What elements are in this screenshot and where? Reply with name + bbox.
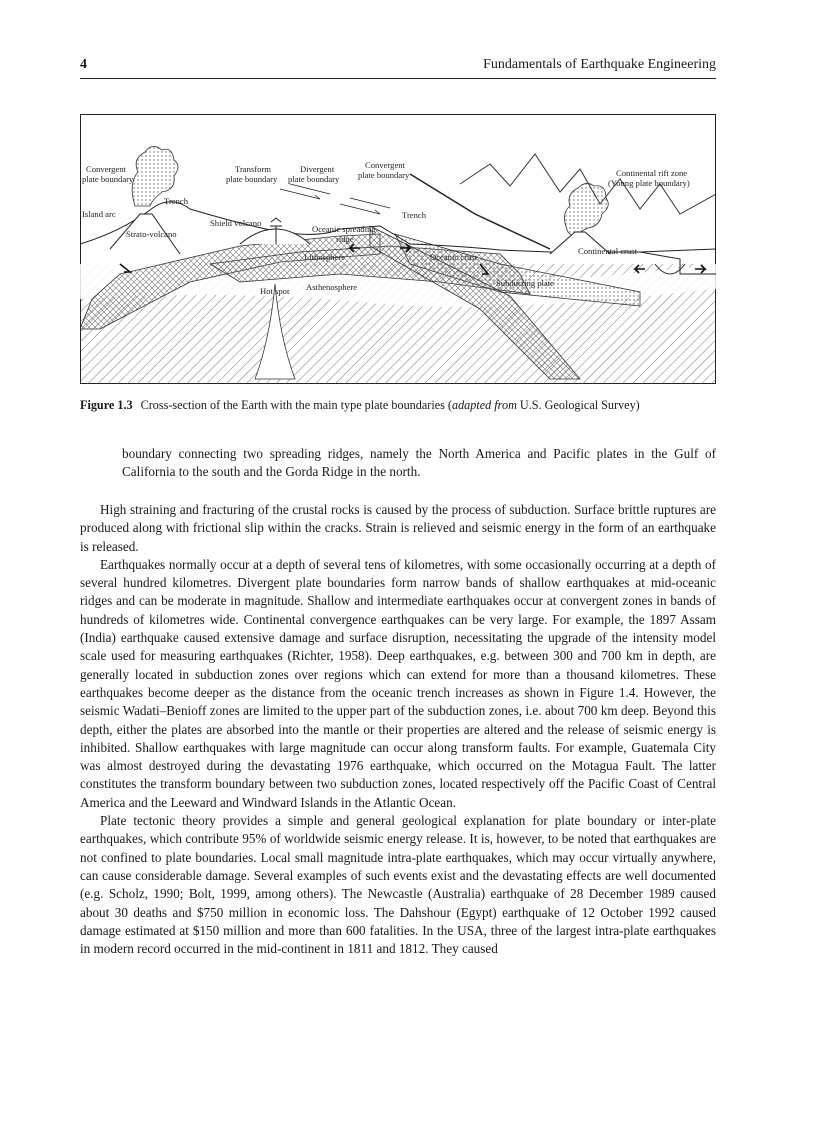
label-ridge-1: Oceanic spreading [312, 224, 376, 234]
label-divergent-2: plate boundary [288, 174, 340, 184]
paragraph-2: Earthquakes normally occur at a depth of several tens of kilometres, with some occasionally occurring at a depth of several hundred kilometres. Divergent plate boundaries form narrow bands of shallow earthquakes at mid-oceanic ridges and can be moderate in magnitude. Shallow and intermediate earthquakes occur at convergent zones in bands of hundreds of kilometres wide. Continental convergence earthquakes can be very large. For example, the 1897 Assam (India) earthquake caused extensive damage and surface disruption, necessitating the upgrade of the intensity model scale used for measuring earthquakes (Richter, 1958). Deep earthquakes, e.g. between 300 and 700 km in depth, are generally located in subduction zones over regions which can extend for more than a thousand kilometres. These earthquakes become deeper as the distance from the oceanic trench increases as shown in Figure 1.4. However, the seismic Wadati–Benioff zones are limited to the upper part of the subduction zones, i.e. about 700 km deep. Beyond this depth, either the plates are absorbed into the mantle or their properties are altered and the release of seismic energy is inhibited. Shallow earthquakes with large magnitude can occur along transform faults. For example, Guatemala City was almost destroyed during the devastating 1976 earthquake, which occurred on the Motagua Fault. The latter constitutes the transform boundary between two subduction zones, located respectively off the Pacific Coast of Central America and the Leeward and Windward Islands in the Atlantic Ocean. [80, 556, 716, 810]
label-continental-crust: Continental crust [578, 246, 637, 256]
label-lithosphere: Lithosphere [304, 252, 346, 262]
figure-label: Figure 1.3 [80, 398, 133, 412]
label-subducting-plate: Subducting plate [496, 278, 554, 288]
label-strato-volcano: Strato-volcano [126, 229, 177, 239]
paragraph-1: High straining and fracturing of the crustal rocks is caused by the process of subduction. Surface brittle ruptures are produced along with frictional slip within the cracks. Strain is relieved and seismic energy in the form of an earthquake is released. [80, 502, 716, 554]
caption-text-italic: adapted from [451, 398, 517, 412]
label-island-arc: Island arc [82, 209, 116, 219]
running-header [80, 57, 716, 77]
label-convergent-mid-2: plate boundary [358, 170, 410, 180]
label-trench-right: Trench [402, 210, 427, 220]
caption-text-pre: Cross-section of the Earth with the main type plate boundaries ( [140, 398, 452, 412]
figure-caption [80, 398, 730, 413]
label-asthenosphere: Asthenosphere [306, 282, 358, 292]
label-ridge-2: ridge [336, 234, 354, 244]
page-number: 4 [80, 57, 87, 72]
body-column [80, 501, 716, 958]
label-shield-volcano: Shield volcano [210, 218, 262, 228]
figure-plate-boundaries [80, 114, 716, 384]
running-title: Fundamentals of Earthquake Engineering [483, 57, 716, 72]
label-transform-1: Transform [235, 164, 271, 174]
caption-text-post: U.S. Geological Survey) [516, 398, 640, 412]
label-rift-1: Continental rift zone [616, 168, 688, 178]
label-trench-left: Trench [164, 196, 189, 206]
paragraph-3: Plate tectonic theory provides a simple and general geological explanation for plate boundary or inter-plate earthquakes, which contribute 95% of worldwide seismic energy release. It is, however, to be noted that earthquakes are not confined to plate boundaries. Local small magnitude intra-plate earthquakes, which may occur virtually anywhere, can cause considerable damage. Several examples of such events exist and the devastating effects are well documented (e.g. Scholz, 1990; Bolt, 1999, among others). The Newcastle (Australia) earthquake of 28 December 1989 caused about 30 deaths and $750 million in economic loss. The Dahshour (Egypt) earthquake of 12 October 1992 caused damage estimated at $150 million and more than 600 fatalities. In the USA, three of the largest intra-plate earthquakes in modern record occurred in the mid-continent in 1811 and 1812. They caused [80, 813, 716, 957]
label-transform-2: plate boundary [226, 174, 278, 184]
label-hot-spot: Hot spot [260, 286, 290, 296]
cross-section-diagram [80, 114, 716, 384]
label-oceanic-crust: Oceanic crust [430, 252, 478, 262]
continued-paragraph: boundary connecting two spreading ridges, namely the North America and Pacific plates in the Gulf of California to the south and the Gorda Ridge in the north. [122, 446, 716, 480]
label-convergent-left-1: Convergent [86, 164, 126, 174]
header-rule [80, 78, 716, 79]
label-convergent-left-2: plate boundary [82, 174, 134, 184]
label-divergent-1: Divergent [300, 164, 335, 174]
label-rift-2: (Young plate boundary) [608, 178, 690, 188]
label-convergent-mid-1: Convergent [365, 160, 405, 170]
